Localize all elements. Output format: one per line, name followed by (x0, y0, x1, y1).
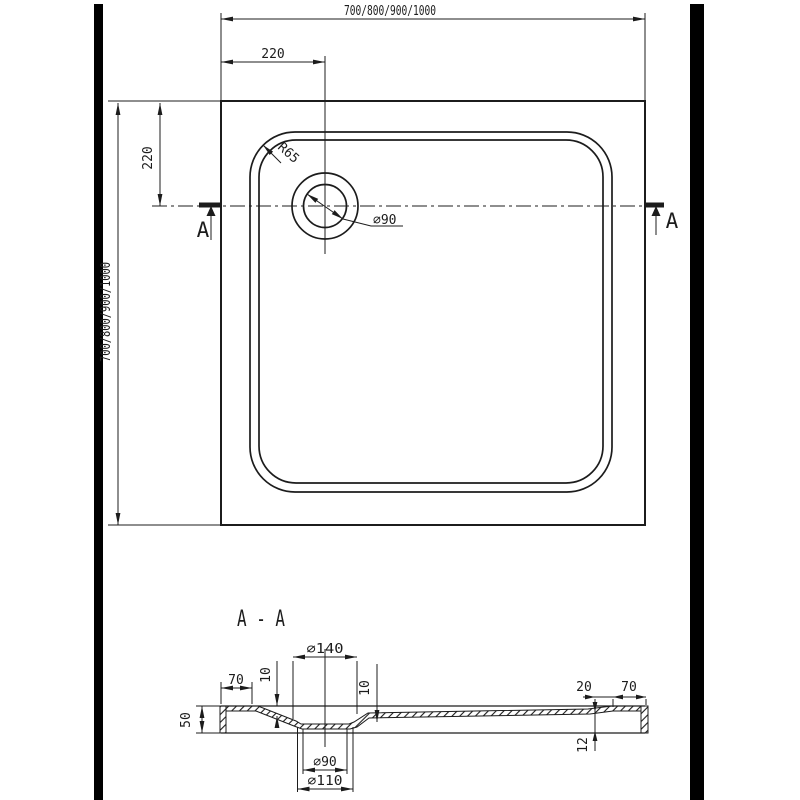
drain-offset-y-label: 220 (141, 146, 156, 170)
section-label-left: A (196, 218, 210, 242)
rim-right-width-label: 70 (621, 680, 637, 695)
dim-drain-offset-x (221, 47, 325, 62)
section-title: A - A (237, 607, 285, 632)
rim-left-width-label: 70 (228, 673, 244, 688)
edge-height-left-label: 50 (179, 712, 194, 728)
section-label-right: A (665, 209, 679, 233)
corner-radius-label: R65 (274, 139, 302, 167)
dim-rim-left-width (221, 673, 252, 704)
tray-outline (221, 101, 645, 525)
dim-drain-diameter (307, 194, 403, 228)
tray-rim-outer (250, 132, 612, 492)
recess-depth-label: 10 (358, 680, 373, 696)
edge-height-right-label: 12 (576, 737, 591, 753)
dim-edge-height-right (576, 699, 597, 753)
section-view (179, 607, 648, 792)
dim-drain-offset-y (141, 103, 160, 206)
dim-edge-height-left (179, 706, 220, 733)
drain-flange-label: ⌀110 (307, 774, 343, 789)
floor-shell-hatch (226, 706, 641, 729)
left-wall-hatch (220, 706, 226, 733)
tray-rim-inner (259, 140, 603, 483)
rim-drop-left-label: 10 (259, 667, 274, 683)
top-width-label: 700/800/900/1000 (344, 4, 436, 19)
drain-hole-label: ⌀90 (313, 755, 337, 770)
recess-diameter-label: ⌀140 (306, 642, 344, 657)
right-wall-hatch (641, 706, 648, 733)
drain-diameter-label: ⌀90 (373, 213, 397, 228)
section-cut-marker-left (197, 205, 220, 242)
drain-offset-x-label: 220 (261, 47, 285, 62)
section-profile (220, 706, 648, 733)
section-cut-marker-right (644, 205, 679, 235)
dim-corner-radius (263, 140, 302, 167)
step-right-label: 20 (576, 680, 592, 695)
top-view (99, 4, 679, 525)
left-height-label: 700/800/900/1000 (99, 236, 114, 362)
